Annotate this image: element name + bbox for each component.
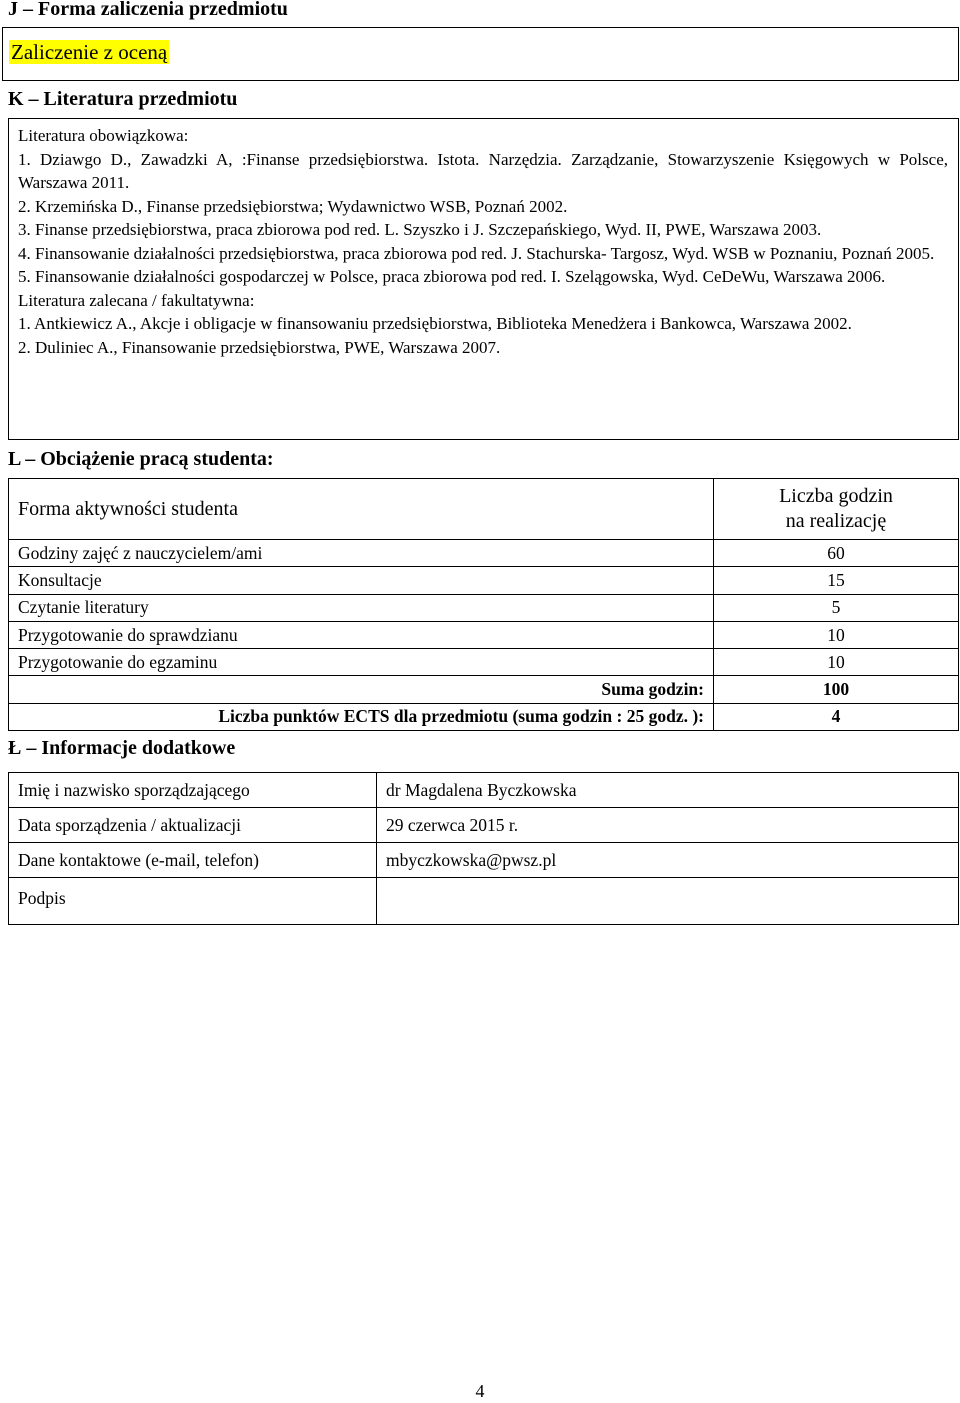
- info-value: mbyczkowska@pwsz.pl: [377, 843, 959, 878]
- info-label: Imię i nazwisko sporządzającego: [9, 773, 377, 808]
- recommended-literature-heading: Literatura zalecana / fakultatywna:: [18, 290, 255, 310]
- info-label: Podpis: [9, 878, 377, 925]
- info-row: [9, 878, 959, 925]
- literature-item: 5. Finansowanie działalności gospodarczej w Polsce, praca zbiorowa pod red. I. Szelągowska, Wyd. CeDeWu, Warszawa 2006.: [18, 267, 886, 286]
- workload-header-row: [9, 479, 959, 540]
- additional-info-table: [8, 772, 959, 925]
- grading-form-value: Zaliczenie z oceną: [11, 40, 168, 64]
- info-row: [9, 808, 959, 843]
- signature-cell: [377, 878, 959, 925]
- literature-item: 2. Duliniec A., Finansowanie przedsiębiorstwa, PWE, Warszawa 2007.: [18, 337, 501, 357]
- ects-label: Liczba punktów ECTS dla przedmiotu (suma godzin : 25 godz. ):: [9, 703, 714, 730]
- info-value: dr Magdalena Byczkowska: [377, 773, 959, 808]
- section-j-title: J – Forma zaliczenia przedmiotu: [8, 0, 288, 20]
- section-l2-title: Ł – Informacje dodatkowe: [8, 737, 236, 759]
- section-l-title: L – Obciążenie pracą studenta:: [8, 448, 274, 470]
- literature-item: 1. Dziawgo D., Zawadzki A, :Finanse przedsiębiorstwa. Istota. Narzędzia. Zarządzanie, Stowarzyszenie Księgowych w Polsce, Warszawa 2011.: [18, 149, 948, 192]
- sum-label: Suma godzin:: [9, 676, 714, 703]
- ects-value: 4: [714, 703, 959, 730]
- info-row: [9, 843, 959, 878]
- table-row: Przygotowanie do sprawdzianu 10: [9, 621, 959, 648]
- workload-table: [8, 478, 959, 731]
- literature-item: 3. Finanse przedsiębiorstwa, praca zbiorowa pod red. L. Szyszko i J. Szczepańskiego, Wyd. II, PWE, Warszawa 2003.: [18, 220, 822, 239]
- table-row: Czytanie literatury 5: [9, 594, 959, 621]
- ects-row: [9, 703, 959, 730]
- grading-form-box: [2, 27, 959, 81]
- sum-row: [9, 676, 959, 703]
- page-number: 4: [475, 1381, 485, 1401]
- table-row: Konsultacje 15: [9, 567, 959, 594]
- literature-item: 4. Finansowanie działalności przedsiębiorstwa, praca zbiorowa pod red. J. Stachurska- Targosz, Wyd. WSB w Poznaniu, Poznań 2005.: [18, 243, 935, 263]
- hours-header: Liczba godzin na realizację: [714, 479, 959, 540]
- info-label: Dane kontaktowe (e-mail, telefon): [9, 843, 377, 878]
- literature-box: [8, 118, 959, 440]
- literature-item: 1. Antkiewicz A., Akcje i obligacje w finansowaniu przedsiębiorstwa, Biblioteka Menedżera i Bankowca, Warszawa 2002.: [18, 314, 852, 333]
- section-k-title: K – Literatura przedmiotu: [8, 88, 238, 110]
- table-row: Godziny zajęć z nauczycielem/ami 60: [9, 540, 959, 567]
- required-literature-heading: Literatura obowiązkowa:: [18, 126, 189, 145]
- info-value: 29 czerwca 2015 r.: [377, 808, 959, 843]
- literature-item: 2. Krzemińska D., Finanse przedsiębiorstwa; Wydawnictwo WSB, Poznań 2002.: [18, 196, 568, 216]
- info-row: [9, 773, 959, 808]
- activity-header: Forma aktywności studenta: [9, 479, 714, 540]
- info-label: Data sporządzenia / aktualizacji: [9, 808, 377, 843]
- sum-value: 100: [714, 676, 959, 703]
- table-row: Przygotowanie do egzaminu 10: [9, 649, 959, 676]
